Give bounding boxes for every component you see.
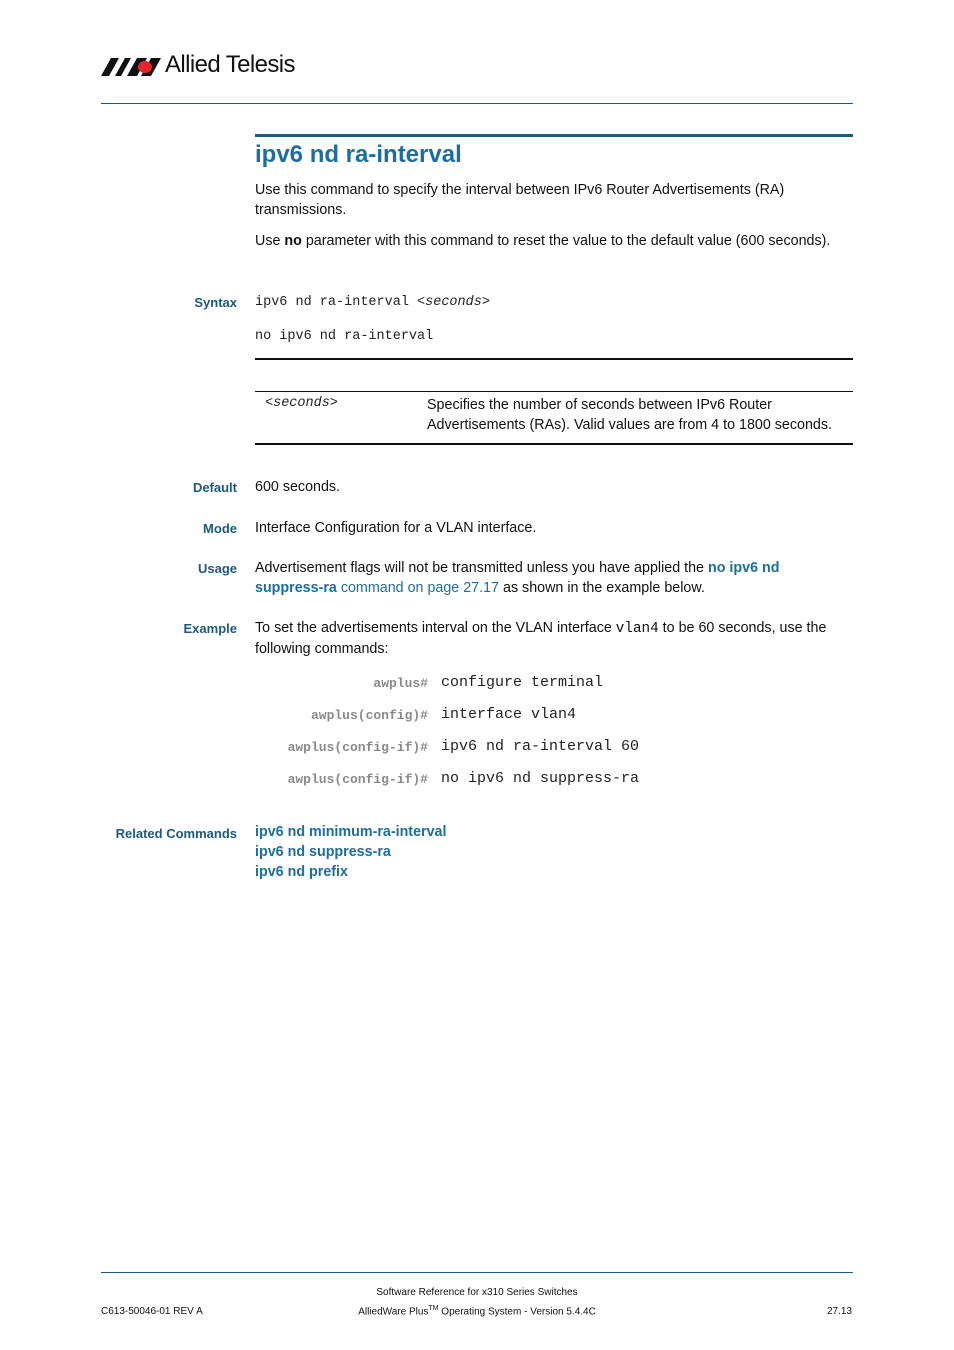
usage-link-page-ref[interactable]: command on page 27.17 xyxy=(336,579,500,596)
default-label: Default xyxy=(192,480,237,495)
footer-os-version: Operating System - Version 5.4.4C xyxy=(438,1306,596,1318)
cli-prompt-1: awplus# xyxy=(373,676,428,691)
intro-paragraph-1: Use this command to specify the interval between IPv6 Router Advertisements (RA) transmissions. xyxy=(255,182,785,218)
related-command-link[interactable]: ipv6 nd suppress-ra xyxy=(255,844,391,860)
table-bottom-rule xyxy=(255,443,853,445)
allied-telesis-logo xyxy=(101,50,301,82)
footer-doc-id: C613-50046-01 REV A xyxy=(101,1306,203,1317)
footer-trademark: TM xyxy=(428,1305,439,1312)
usage-label: Usage xyxy=(197,561,237,576)
example-code: vlan4 xyxy=(615,621,659,637)
page-title: ipv6 nd ra-interval xyxy=(255,141,462,168)
intro-text: Use xyxy=(255,233,285,249)
example-label: Example xyxy=(183,621,237,636)
title-rule xyxy=(255,134,853,137)
related-commands-label: Related Commands xyxy=(115,826,237,841)
footer-os-line xyxy=(0,1305,954,1317)
cli-command-1: configure terminal xyxy=(441,674,604,691)
intro-text-rest: parameter with this command to reset the value to the default value (600 seconds). xyxy=(301,233,831,249)
brand-name: Allied Telesis xyxy=(165,51,295,78)
default-text: 600 seconds. xyxy=(255,479,341,495)
footer-page-number: 27.13 xyxy=(826,1306,852,1317)
footer-rule xyxy=(101,1272,853,1273)
example-text-end: to be 60 seconds, use the following commands: xyxy=(255,620,827,657)
syntax-line-1 xyxy=(255,295,490,310)
usage-link-no-ipv6-nd-suppress-ra[interactable]: no ipv6 nd suppress-ra xyxy=(255,560,780,596)
table-param-cell xyxy=(265,396,338,411)
example-text xyxy=(255,619,845,659)
cli-command-3: ipv6 nd ra-interval 60 xyxy=(441,738,640,755)
intro-paragraph-2 xyxy=(255,232,845,252)
cli-prompt-4: awplus(config-if)# xyxy=(287,772,428,787)
mode-text: Interface Configuration for a VLAN interface. xyxy=(255,520,537,536)
usage-text-start: Advertisement flags will not be transmitted unless you have applied the xyxy=(255,560,708,576)
footer-os-name: AlliedWare Plus xyxy=(358,1306,429,1318)
syntax-command: ipv6 nd ra-interval xyxy=(255,295,418,310)
cli-command-4: no ipv6 nd suppress-ra xyxy=(441,770,640,787)
usage-text xyxy=(255,559,845,598)
syntax-line-2: no ipv6 nd ra-interval xyxy=(255,329,434,344)
example-text-start: To set the advertisements interval on the VLAN interface xyxy=(255,620,616,636)
mode-label: Mode xyxy=(203,521,237,536)
logo-mark-icon xyxy=(101,52,165,82)
cli-prompt-2: awplus(config)# xyxy=(310,708,428,723)
intro-bold-no: no xyxy=(284,233,302,249)
table-top-rule xyxy=(255,358,853,360)
related-command-link[interactable]: ipv6 nd minimum-ra-interval xyxy=(255,824,447,840)
cli-command-2: interface vlan4 xyxy=(441,706,577,723)
cli-prompt-3: awplus(config-if)# xyxy=(287,740,428,755)
header-rule xyxy=(101,103,853,104)
footer-title-line: Software Reference for x310 Series Switches xyxy=(376,1287,578,1298)
syntax-label: Syntax xyxy=(194,295,237,310)
table-description-cell: Specifies the number of seconds between IPv6 Router Advertisements (RAs). Valid values are from 4 to 1800 seconds. xyxy=(427,397,832,433)
syntax-parameter: <seconds> xyxy=(417,295,490,310)
related-command-link[interactable]: ipv6 nd prefix xyxy=(255,864,348,880)
usage-text-end: as shown in the example below. xyxy=(499,579,705,596)
table-header-rule xyxy=(255,391,853,392)
param-name: <seconds> xyxy=(265,396,338,411)
